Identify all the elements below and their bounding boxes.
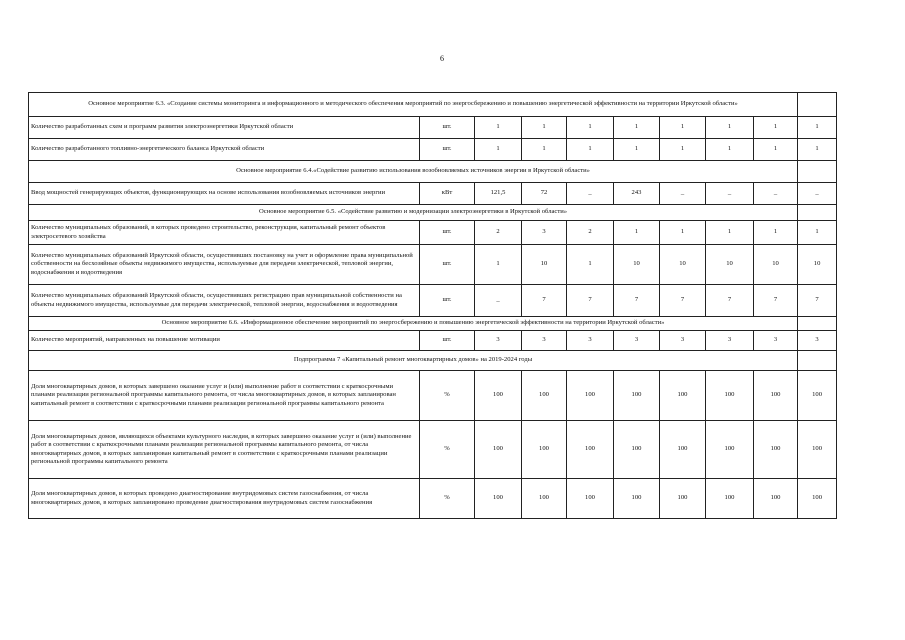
value-cell: 10 — [522, 245, 567, 285]
indicator-name: Доля многоквартирных домов, являющихся объектами культурного наследия, в которых завершено оказание услуг и (или) выполнение работ в соответствии с краткосрочными планами реализации региональной программы капитального ремонта, от числа многоквартирных домов, в которых запланирован капитальный ремонт в соответствии с краткосрочными планами реализации региональной программы капитального ремонта — [29, 421, 420, 479]
value-cell: 3 — [522, 331, 567, 351]
value-cell: 1 — [754, 221, 798, 245]
table-row — [29, 331, 837, 351]
value-cell: 1 — [475, 139, 522, 161]
value-cell: 1 — [798, 221, 837, 245]
section-header-row — [29, 93, 837, 117]
table-row — [29, 221, 837, 245]
value-cell: 100 — [475, 421, 522, 479]
value-cell: 7 — [522, 285, 567, 317]
value-cell: _ — [798, 183, 837, 205]
value-cell: 100 — [522, 479, 567, 519]
value-cell: 100 — [614, 479, 660, 519]
value-cell: 2 — [567, 221, 614, 245]
value-cell: 1 — [798, 139, 837, 161]
value-cell: 1 — [660, 221, 706, 245]
value-cell: 100 — [706, 421, 754, 479]
table-row — [29, 479, 837, 519]
unit-cell: % — [420, 421, 475, 479]
value-cell: 100 — [798, 371, 837, 421]
unit-cell: шт. — [420, 285, 475, 317]
value-cell: 100 — [754, 479, 798, 519]
value-cell: 1 — [754, 117, 798, 139]
value-cell: 121,5 — [475, 183, 522, 205]
value-cell: 243 — [614, 183, 660, 205]
table-row — [29, 285, 837, 317]
section-header-blank-cell — [798, 317, 837, 331]
value-cell: 3 — [706, 331, 754, 351]
section-header-row — [29, 205, 837, 221]
table-row — [29, 245, 837, 285]
value-cell: 10 — [614, 245, 660, 285]
value-cell: 10 — [754, 245, 798, 285]
table-row — [29, 371, 837, 421]
value-cell: 1 — [798, 117, 837, 139]
indicators-table — [28, 92, 837, 519]
section-header-blank-cell — [798, 205, 837, 221]
value-cell: 100 — [754, 371, 798, 421]
value-cell: 1 — [567, 245, 614, 285]
value-cell: 3 — [522, 221, 567, 245]
value-cell: 100 — [475, 479, 522, 519]
unit-cell: шт. — [420, 117, 475, 139]
section-header: Основное мероприятие 6.3. «Создание системы мониторинга и информационного и методического обеспечения мероприятий по энергосбережению и повышению энергетической эффективности на территории Иркутской области» — [29, 93, 798, 117]
value-cell: 1 — [660, 117, 706, 139]
value-cell: 100 — [614, 371, 660, 421]
value-cell: 10 — [798, 245, 837, 285]
value-cell: 100 — [706, 479, 754, 519]
value-cell: 7 — [798, 285, 837, 317]
value-cell: 7 — [706, 285, 754, 317]
indicator-name: Количество разработанного топливно-энергетического баланса Иркутской области — [29, 139, 420, 161]
section-header-row — [29, 161, 837, 183]
value-cell: 3 — [660, 331, 706, 351]
unit-cell: шт. — [420, 221, 475, 245]
value-cell: 1 — [567, 139, 614, 161]
value-cell: _ — [706, 183, 754, 205]
value-cell: _ — [660, 183, 706, 205]
value-cell: _ — [567, 183, 614, 205]
value-cell: 1 — [614, 117, 660, 139]
value-cell: 1 — [475, 117, 522, 139]
section-header: Подпрограмма 7 «Капитальный ремонт многоквартирных домов» на 2019-2024 годы — [29, 351, 798, 371]
unit-cell: кВт — [420, 183, 475, 205]
value-cell: 3 — [567, 331, 614, 351]
section-header: Основное мероприятие 6.6. «Информационное обеспечение мероприятий по энергосбережению и повышению энергетической эффективности на территории Иркутской области» — [29, 317, 798, 331]
value-cell: 1 — [522, 139, 567, 161]
indicator-name: Количество мероприятий, направленных на повышение мотивации — [29, 331, 420, 351]
table-row — [29, 183, 837, 205]
value-cell: 1 — [754, 139, 798, 161]
value-cell: 100 — [614, 421, 660, 479]
table-row — [29, 421, 837, 479]
value-cell: 100 — [660, 371, 706, 421]
value-cell: 1 — [522, 117, 567, 139]
value-cell: 100 — [567, 371, 614, 421]
value-cell: 72 — [522, 183, 567, 205]
value-cell: 7 — [567, 285, 614, 317]
section-header-blank-cell — [798, 93, 837, 117]
value-cell: 1 — [567, 117, 614, 139]
value-cell: 3 — [475, 331, 522, 351]
value-cell: 3 — [614, 331, 660, 351]
value-cell: 7 — [660, 285, 706, 317]
section-header-row — [29, 351, 837, 371]
value-cell: 100 — [754, 421, 798, 479]
value-cell: 3 — [798, 331, 837, 351]
value-cell: _ — [475, 285, 522, 317]
value-cell: 1 — [475, 245, 522, 285]
value-cell: 1 — [660, 139, 706, 161]
section-header-blank-cell — [798, 351, 837, 371]
value-cell: 10 — [660, 245, 706, 285]
value-cell: 100 — [522, 371, 567, 421]
indicator-name: Доля многоквартирных домов, в которых завершено оказание услуг и (или) выполнение работ в соответствии с краткосрочными планами реализации региональной программы капитального ремонта, от числа многоквартирных домов, в которых запланирован капитальный ремонт в соответствии с краткосрочными планами реализации региональной программы капитального ремонта — [29, 371, 420, 421]
value-cell: 1 — [614, 139, 660, 161]
unit-cell: шт. — [420, 245, 475, 285]
value-cell: 3 — [754, 331, 798, 351]
value-cell: 100 — [660, 479, 706, 519]
unit-cell: % — [420, 371, 475, 421]
value-cell: 100 — [660, 421, 706, 479]
indicator-name: Ввод мощностей генерирующих объектов, функционирующих на основе использования возобновляемых источников энергии — [29, 183, 420, 205]
indicator-name: Доля многоквартирных домов, в которых проведено диагностирование внутридомовых систем газоснабжения, от числа многоквартирных домов, в которых запланировано проведение диагностирования внутридомовых систем газоснабжения — [29, 479, 420, 519]
section-header: Основное мероприятие 6.5. «Содействие развитию и модернизации электроэнергетики в Иркутской области» — [29, 205, 798, 221]
value-cell: 100 — [567, 479, 614, 519]
value-cell: 1 — [706, 221, 754, 245]
indicator-name: Количество муниципальных образований, в которых проведено строительство, реконструкция, капитальный ремонт объектов электросетевого хозяйства — [29, 221, 420, 245]
unit-cell: шт. — [420, 139, 475, 161]
value-cell: 100 — [798, 421, 837, 479]
table-row — [29, 117, 837, 139]
unit-cell: % — [420, 479, 475, 519]
value-cell: 1 — [706, 117, 754, 139]
indicator-name: Количество муниципальных образований Иркутской области, осуществивших регистрацию прав муниципальной собственности на объекты недвижимого имущества, используемые для передачи электрической, тепловой энергии, водоснабжения и водоотведения — [29, 285, 420, 317]
section-header: Основное мероприятие 6.4.«Содействие развитию использования возобновляемых источников энергии в Иркутской области» — [29, 161, 798, 183]
indicator-name: Количество разработанных схем и программ развития электроэнергетики Иркутской области — [29, 117, 420, 139]
indicator-name: Количество муниципальных образований Иркутской области, осуществивших постановку на учет и оформление права муниципальной собственности на бесхозяйные объекты недвижимого имущества, используемые для передачи электрической, тепловой энергии, водоснабжения и водоотведения — [29, 245, 420, 285]
section-header-blank-cell — [798, 161, 837, 183]
value-cell: 100 — [798, 479, 837, 519]
value-cell: 1 — [614, 221, 660, 245]
value-cell: 7 — [754, 285, 798, 317]
section-header-row — [29, 317, 837, 331]
value-cell: 100 — [475, 371, 522, 421]
value-cell: 7 — [614, 285, 660, 317]
value-cell: 10 — [706, 245, 754, 285]
value-cell: 2 — [475, 221, 522, 245]
value-cell: 100 — [522, 421, 567, 479]
value-cell: 1 — [706, 139, 754, 161]
page-number: 6 — [440, 54, 444, 63]
value-cell: _ — [754, 183, 798, 205]
value-cell: 100 — [706, 371, 754, 421]
table-row — [29, 139, 837, 161]
unit-cell: шт. — [420, 331, 475, 351]
value-cell: 100 — [567, 421, 614, 479]
